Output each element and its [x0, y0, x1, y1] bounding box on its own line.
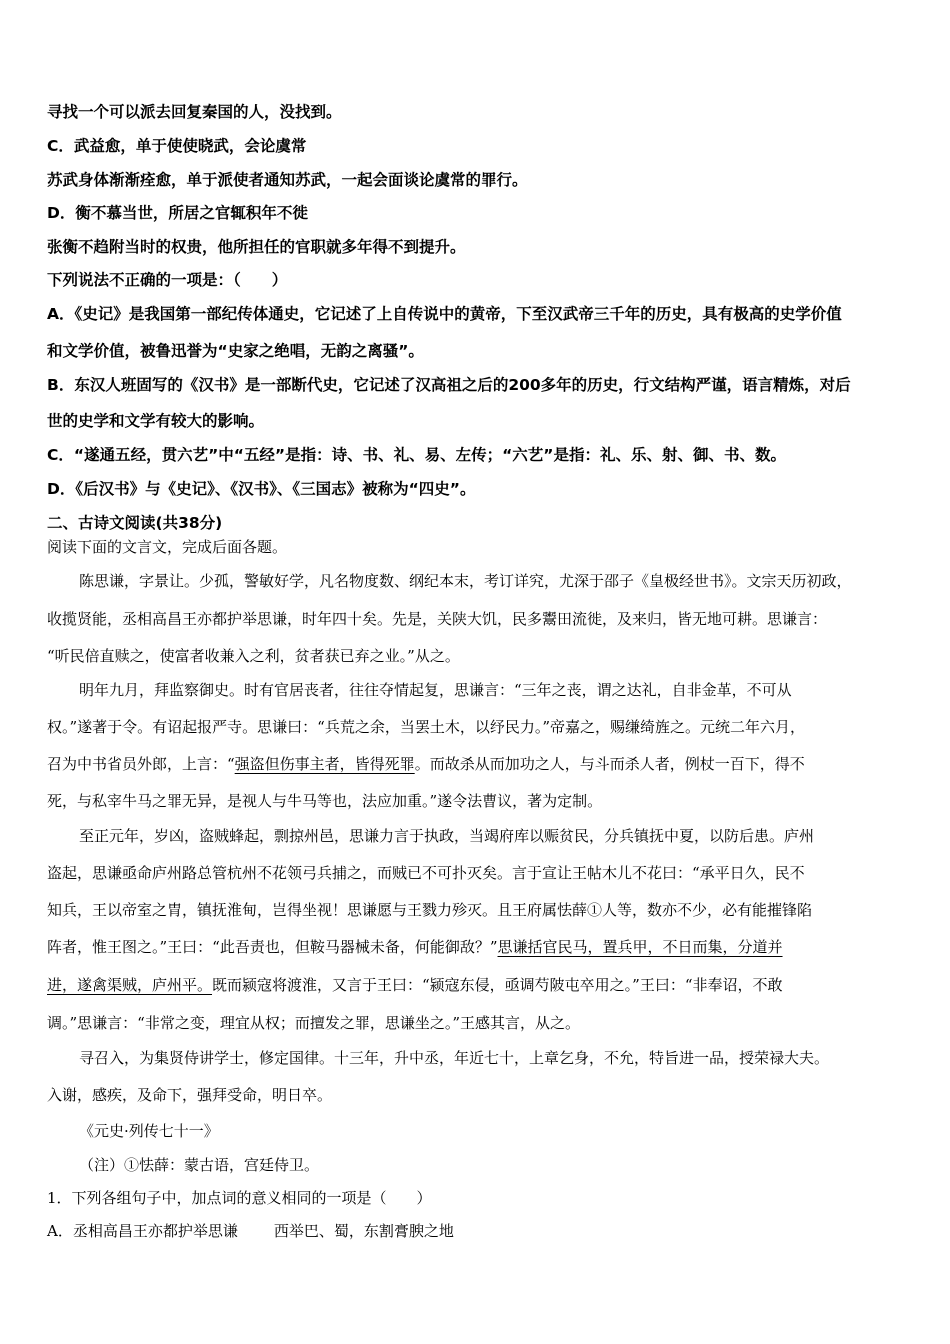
underlined-sentence-1: 强盗但伤事主者，皆得死罪: [234, 755, 415, 773]
passage-p1-line1: 陈思谦，字景让。少孤，警敏好学，凡名物度数、纲纪本末，考订详究，尤深于邵子《皇极经世书》。文宗天历初政，: [79, 572, 852, 590]
passage-text: 召为中书省员外郎，上言：“: [47, 755, 235, 773]
question-stem: 下列说法不正确的一项是：（ ）: [47, 271, 288, 289]
option-a-left: 丞相高昌王亦都护举思谦: [72, 1222, 238, 1240]
option-d-line: D．《后汉书》与《史记》、《汉书》、《三国志》被称为“四史”。: [47, 480, 476, 498]
question1-option-a: [47, 1221, 454, 1241]
passage-text: 既而颍寇将渡淮，又言于王曰：“颍寇东侵，亟调芍陂屯卒用之。”王曰：“非奉诏，不敢: [212, 976, 783, 994]
passage-p3-line6: 调。”思谦言：“非常之变，理宜从权；而擅发之罪，思谦坐之。”王感其言，从之。: [47, 1014, 581, 1032]
passage-p4-line1: 寻召入，为集贤侍讲学士，修定国律。十三年，升中丞，年近七十，上章乞身，不允，特旨进一品，授荣禄大夫。: [79, 1049, 830, 1067]
passage-note: （注）①怯薛：蒙古语，宫廷侍卫。: [79, 1156, 320, 1174]
option-d-translation: 张衡不趋附当时的权贵，他所担任的官职就多年得不到提升。: [47, 238, 466, 256]
underlined-sentence-2a: 思谦括官民马，置兵甲，不日而集，分道并: [497, 938, 783, 956]
option-c-line: C．“遂通五经，贯六艺”中“五经”是指：诗、书、礼、易、左传；“六艺”是指：礼、乐、射、御、书、数。: [47, 446, 787, 464]
passage-text: 阵者，惟王图之。”王曰：“此吾责也，但鞍马器械未备，何能御敌？”: [47, 938, 498, 956]
underlined-sentence-2b: 进，遂禽渠贼，庐州平。: [47, 976, 213, 994]
option-c-translation: 苏武身体渐渐痊愈，单于派使者通知苏武，一起会面谈论虞常的罪行。: [47, 171, 528, 189]
passage-p4-line2: 入谢，感疾，及命下，强拜受命，明日卒。: [47, 1086, 333, 1104]
option-b-line1: B．东汉人班固写的《汉书》是一部断代史，它记述了汉高祖之后的200多年的历史，行文结构严谨，语言精炼，对后: [47, 376, 851, 394]
option-b-translation: 寻找一个可以派去回复秦国的人，没找到。: [47, 103, 342, 121]
option-a-right: 西举巴、蜀，东割膏腴之地: [273, 1222, 454, 1240]
passage-p2-line4: 死，与私宰牛马之罪无异，是视人与牛马等也，法应加重。”遂令法曹议，著为定制。: [47, 792, 603, 810]
option-a-label: A．: [47, 1222, 73, 1240]
passage-p3-line2: 盗起，思谦亟命庐州路总管杭州不花领弓兵捕之，而贼已不可扑灭矣。言于宣让王帖木儿不花曰：“承平日久，民不: [47, 864, 805, 882]
question1-stem: 1．下列各组句子中，加点词的意义相同的一项是（ ）: [47, 1189, 432, 1207]
passage-p2-line1: 明年九月，拜监察御史。时有官居丧者，往往夺情起复，思谦言：“三年之丧，谓之达礼，自非金革，不可从: [79, 681, 792, 699]
passage-p3-line5: [47, 975, 783, 995]
passage-p2-line3: [47, 754, 805, 774]
section-instruction: 阅读下面的文言文，完成后面各题。: [47, 538, 288, 556]
option-d-label: D．衡不慕当世，所居之官辄积年不徙: [47, 204, 308, 222]
section-heading: 二、古诗文阅读(共38分): [47, 514, 223, 532]
option-b-line2: 世的史学和文学有较大的影响。: [47, 412, 265, 430]
passage-p1-line3: “听民倍直赎之，使富者收兼入之利，贫者获已弃之业。”从之。: [47, 647, 460, 665]
passage-p3-line4: [47, 937, 783, 957]
passage-p3-line3: 知兵，王以帝室之胄，镇抚淮甸，岂得坐视！思谦愿与王戮力殄灭。且王府属怯薛①人等，数亦不少，必有能摧锋陷: [47, 901, 813, 919]
passage-p3-line1: 至正元年，岁凶，盗贼蜂起，剽掠州邑，思谦力言于执政，当竭府库以赈贫民，分兵镇抚中夏，以防后患。庐州: [79, 827, 815, 845]
option-a-line2: 和文学价值，被鲁迅誉为“史家之绝唱，无韵之离骚”。: [47, 342, 424, 360]
option-c-label: C．武益愈，单于使使晓武，会论虞常: [47, 137, 307, 155]
passage-source: 《元史·列传七十一》: [79, 1122, 219, 1140]
passage-p2-line2: 权。”遂著于令。有诏起报严寺。思谦曰：“兵荒之余，当罢土木，以纾民力。”帝嘉之，赐缣绮旌之。元统二年六月，: [47, 718, 806, 736]
passage-text: 。而故杀从而加功之人，与斗而杀人者，例杖一百下，得不: [414, 755, 805, 773]
option-a-line1: A．《史记》是我国第一部纪传体通史，它记述了上自传说中的黄帝，下至汉武帝三千年的历史，具有极高的史学价值: [47, 305, 842, 323]
passage-p1-line2: 收揽贤能，丞相高昌王亦都护举思谦，时年四十矣。先是，关陕大饥，民多鬻田流徙，及来归，皆无地可耕。思谦言：: [47, 610, 828, 628]
